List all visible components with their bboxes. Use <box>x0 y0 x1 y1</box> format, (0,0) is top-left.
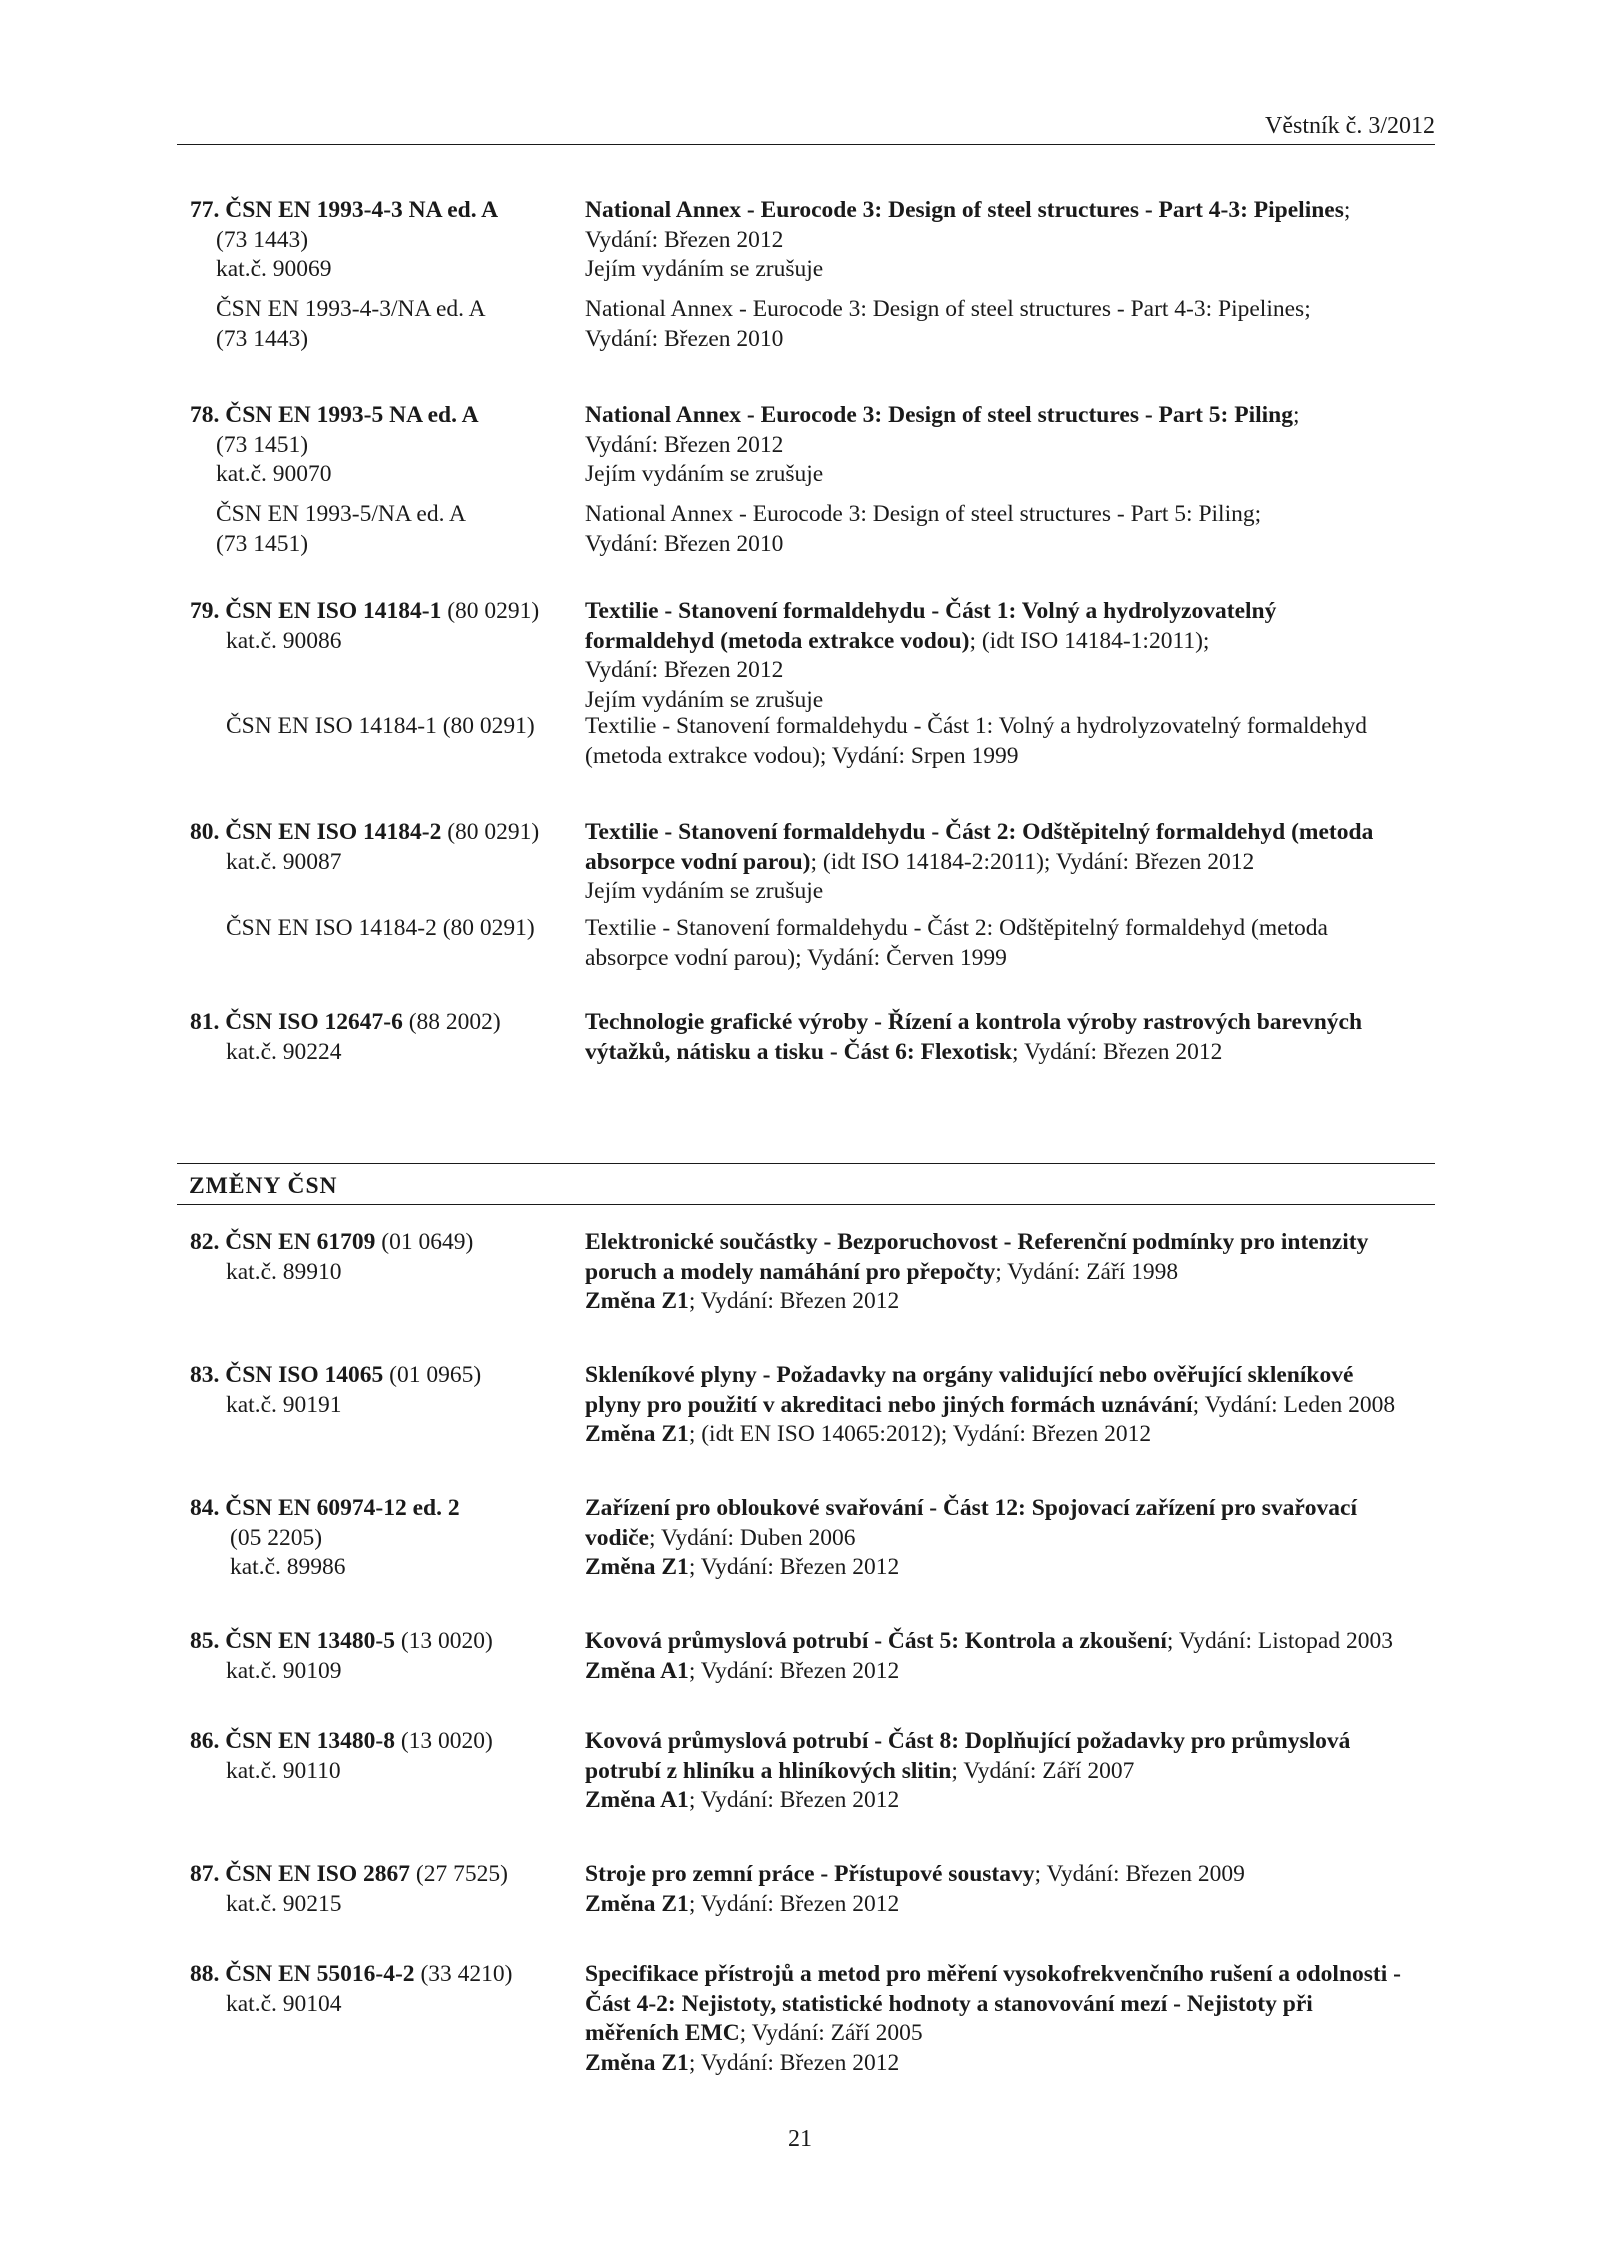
standard-title-line <box>585 1890 1445 1920</box>
classification-code: (01 0965) <box>383 1362 482 1388</box>
standard-title-line <box>585 460 1445 490</box>
standard-designation <box>190 597 570 627</box>
standard-title: Změna Z1 <box>585 2049 689 2076</box>
catalog-number: kat.č. 90104 <box>226 1990 342 2017</box>
issue-info: ; Vydání: Březen 2009 <box>1034 1861 1245 1887</box>
issue-info: ; Vydání: Březen 2012 <box>688 2049 900 2076</box>
standard-title-line <box>585 1860 1445 1890</box>
issue-info: ; <box>1343 197 1351 223</box>
standard-title: Specifikace přístrojů a metod pro měření vysokofrekvenčního rušení a odolnosti - <box>585 1961 1401 1987</box>
replaced-standard-id <box>190 295 570 354</box>
standard-title: Změna A1 <box>585 1657 689 1684</box>
catalog-number: kat.č. 90110 <box>226 1757 341 1784</box>
standard-title: Změna A1 <box>585 1787 689 1813</box>
standard-number: 80. ČSN EN ISO 14184-2 <box>190 819 442 845</box>
standard-title-line <box>585 1786 1445 1816</box>
classification-code: (80 0291) <box>441 819 540 845</box>
catalog-number: kat.č. 89986 <box>230 1554 346 1580</box>
standard-title: National Annex - Eurocode 3: Design of steel structures - Part 4-3: Pipelines <box>585 197 1344 223</box>
classification-code: (80 0291) <box>441 598 540 624</box>
standard-designation <box>190 818 570 848</box>
catalog-number: kat.č. 90070 <box>216 461 332 487</box>
standard-title: Skleníkové plyny - Požadavky na orgány validující nebo ověřující skleníkové <box>585 1362 1354 1388</box>
standard-designation <box>190 1494 570 1524</box>
standard-id-column <box>190 818 570 877</box>
issue-info: ; Vydání: Březen 2012 <box>688 1787 900 1813</box>
standard-number: 82. ČSN EN 61709 <box>190 1229 376 1255</box>
standard-designation <box>190 401 570 431</box>
replaced-standard-title <box>585 295 1445 354</box>
replaced-standard-title <box>585 914 1445 973</box>
standard-number: 87. ČSN EN ISO 2867 <box>190 1861 411 1887</box>
issue-info: ; (idt EN ISO 14065:2012); Vydání: Březen 2012 <box>688 1421 1152 1447</box>
issue-info: Vydání: Březen 2012 <box>585 431 784 458</box>
standard-title: poruch a modely namáhání pro přepočty <box>585 1258 996 1285</box>
replaced-standard-id <box>190 500 570 559</box>
standard-title-column <box>585 401 1445 490</box>
standard-designation <box>190 1627 570 1657</box>
standard-title: Stroje pro zemní práce - Přístupové soustavy <box>585 1861 1035 1887</box>
standard-title-line <box>585 1287 1445 1317</box>
standard-title-line <box>585 1757 1445 1787</box>
standard-title: National Annex - Eurocode 3: Design of steel structures - Part 5: Piling <box>585 402 1293 428</box>
section-title: ZMĚNY ČSN <box>189 1173 338 1199</box>
standard-number: 85. ČSN EN 13480-5 <box>190 1628 395 1654</box>
replaced-title-line: Textilie - Stanovení formaldehydu - Část 1: Volný a hydrolyzovatelný formaldehyd <box>585 713 1367 739</box>
issue-info: Vydání: Březen 2012 <box>585 226 784 253</box>
standard-title-line <box>585 818 1445 848</box>
standard-title-line <box>585 2019 1445 2049</box>
catalog-number: kat.č. 90069 <box>216 256 332 282</box>
issue-info: ; Vydání: Březen 2012 <box>688 1890 900 1917</box>
standard-title: Část 4-2: Nejistoty, statistické hodnoty a stanovování mezí - Nejistoty při <box>585 1990 1313 2017</box>
standard-title-column <box>585 1727 1445 1816</box>
standard-title: Elektronické součástky - Bezporuchovost - Referenční podmínky pro intenzity <box>585 1229 1369 1255</box>
standard-title-line <box>585 1228 1445 1258</box>
standard-title-line <box>585 226 1445 256</box>
standard-title-line <box>585 1960 1445 1990</box>
standard-title-line <box>585 1627 1445 1657</box>
standard-title: Kovová průmyslová potrubí - Část 8: Doplňující požadavky pro průmyslová <box>585 1728 1351 1754</box>
standard-title-line <box>585 2049 1445 2079</box>
standard-id-column <box>190 401 570 490</box>
catalog-number: (73 1451) <box>216 431 309 458</box>
issue-info: ; Vydání: Březen 2012 <box>1011 1038 1223 1065</box>
standard-title-column <box>585 1008 1445 1067</box>
standard-title-column <box>585 1228 1445 1317</box>
standard-designation <box>190 1008 570 1038</box>
replaced-standard-id <box>190 712 570 742</box>
issue-info: Jejím vydáním se zrušuje <box>585 256 824 282</box>
standard-title-line <box>585 1391 1445 1421</box>
issue-info: ; Vydání: Březen 2012 <box>688 1288 900 1314</box>
standard-title: vodiče <box>585 1524 649 1551</box>
classification-code: (13 0020) <box>394 1628 493 1654</box>
standard-designation <box>190 1228 570 1258</box>
standard-title-column <box>585 1361 1445 1450</box>
replaced-standard-line: ČSN EN ISO 14184-2 (80 0291) <box>226 915 535 941</box>
standard-title: Změna Z1 <box>585 1421 689 1447</box>
standard-number: 86. ČSN EN 13480-8 <box>190 1728 395 1754</box>
standard-title: formaldehyd (metoda extrakce vodou) <box>585 627 970 654</box>
replaced-standard-line: ČSN EN ISO 14184-1 (80 0291) <box>226 713 535 739</box>
classification-code: (33 4210) <box>414 1961 513 1987</box>
standard-title: Změna Z1 <box>585 1554 689 1580</box>
standard-title-column <box>585 1494 1445 1583</box>
catalog-number: kat.č. 90086 <box>226 627 342 654</box>
standard-id-column <box>190 1228 570 1287</box>
standard-title-line <box>585 656 1445 686</box>
catalog-number: (73 1443) <box>216 226 309 253</box>
standard-title: Zařízení pro obloukové svařování - Část 12: Spojovací zařízení pro svařovací <box>585 1495 1357 1521</box>
classification-code: (27 7525) <box>410 1861 508 1887</box>
catalog-number: kat.č. 90191 <box>226 1391 342 1418</box>
standard-id-column <box>190 1494 570 1583</box>
standard-title-line <box>585 1258 1445 1288</box>
standard-title-line <box>585 1524 1445 1554</box>
standard-designation <box>190 1727 570 1757</box>
standard-designation <box>190 1860 570 1890</box>
standard-id-column <box>190 1008 570 1067</box>
standard-title-column <box>585 196 1445 285</box>
standard-designation <box>190 1960 570 1990</box>
issue-info: Jejím vydáním se zrušuje <box>585 461 824 487</box>
standard-number: 81. ČSN ISO 12647-6 <box>190 1009 403 1035</box>
issue-info: ; <box>1292 402 1300 428</box>
catalog-number: (05 2205) <box>230 1524 323 1551</box>
standard-title-line <box>585 431 1445 461</box>
standard-title-line <box>585 1494 1445 1524</box>
standard-title: Textilie - Stanovení formaldehydu - Část 1: Volný a hydrolyzovatelný <box>585 598 1277 624</box>
replaced-standard-line: ČSN EN 1993-5/NA ed. A <box>216 501 467 527</box>
standard-title: Změna Z1 <box>585 1890 689 1917</box>
issue-info: ; (idt ISO 14184-1:2011); <box>969 627 1210 654</box>
issue-info: ; Vydání: Leden 2008 <box>1192 1391 1396 1418</box>
replaced-title-line: Textilie - Stanovení formaldehydu - Část 2: Odštěpitelný formaldehyd (metoda <box>585 915 1328 941</box>
replaced-title-line: (metoda extrakce vodou); Vydání: Srpen 1999 <box>585 742 1019 769</box>
replaced-standard-line: ČSN EN 1993-4-3/NA ed. A <box>216 296 486 322</box>
standard-title: absorpce vodní parou) <box>585 848 811 875</box>
replaced-standard-title <box>585 712 1445 771</box>
section-heading-changes <box>177 1163 1435 1205</box>
replaced-title-line: absorpce vodní parou); Vydání: Červen 1999 <box>585 944 1007 971</box>
issue-info: ; Vydání: Březen 2012 <box>688 1657 900 1684</box>
standard-number: 84. ČSN EN 60974-12 ed. 2 <box>190 1495 460 1521</box>
issue-info: ; Vydání: Duben 2006 <box>648 1524 856 1551</box>
replaced-title-line: National Annex - Eurocode 3: Design of steel structures - Part 5: Piling; <box>585 501 1262 527</box>
classification-code: (88 2002) <box>402 1009 501 1035</box>
standard-title-line <box>585 1657 1445 1687</box>
replaced-title-line: Vydání: Březen 2010 <box>585 530 784 557</box>
standard-title-column <box>585 818 1445 907</box>
issue-info: Vydání: Březen 2012 <box>585 657 784 683</box>
standard-id-column <box>190 1361 570 1420</box>
replaced-standard-id <box>190 914 570 944</box>
standard-title: Technologie grafické výroby - Řízení a kontrola výroby rastrových barevných <box>585 1009 1363 1035</box>
standard-number: 79. ČSN EN ISO 14184-1 <box>190 598 442 624</box>
issue-info: Jejím vydáním se zrušuje <box>585 878 824 904</box>
standard-title-column <box>585 1627 1445 1686</box>
standard-title: výtažků, nátisku a tisku - Část 6: Flexotisk <box>585 1038 1012 1065</box>
standard-title-line <box>585 877 1445 907</box>
page-number: 21 <box>788 2126 812 2152</box>
standard-title-line <box>585 1361 1445 1391</box>
standard-id-column <box>190 1627 570 1686</box>
standard-title-line <box>585 848 1445 878</box>
standard-title-line <box>585 1038 1445 1068</box>
replaced-standard-line: (73 1451) <box>216 530 309 557</box>
standard-title-line <box>585 1727 1445 1757</box>
standard-number: 78. ČSN EN 1993-5 NA ed. A <box>190 402 479 428</box>
standard-title-line <box>585 686 1445 716</box>
standard-title-line <box>585 1420 1445 1450</box>
standard-title: potrubí z hliníku a hliníkových slitin <box>585 1757 952 1784</box>
standard-title-line <box>585 1553 1445 1583</box>
catalog-number: kat.č. 90215 <box>226 1890 342 1917</box>
issue-info: ; Vydání: Březen 2012 <box>688 1554 900 1580</box>
standard-id-column <box>190 1727 570 1786</box>
standard-title: Textilie - Stanovení formaldehydu - Část 2: Odštěpitelný formaldehyd (metoda <box>585 819 1374 845</box>
issue-info: Jejím vydáním se zrušuje <box>585 686 824 713</box>
standard-title: měřeních EMC <box>585 2020 740 2046</box>
replaced-title-line: Vydání: Březen 2010 <box>585 325 784 352</box>
standard-id-column <box>190 1960 570 2019</box>
standard-title-line <box>585 255 1445 285</box>
running-header <box>177 112 1435 145</box>
replaced-standard-line: (73 1443) <box>216 325 309 352</box>
standard-title: plyny pro použití v akreditaci nebo jiných formách uznávání <box>585 1391 1193 1418</box>
journal-issue-title: Věstník č. 3/2012 <box>1265 113 1435 139</box>
issue-info: ; Vydání: Září 2005 <box>739 2020 923 2046</box>
standard-title: Kovová průmyslová potrubí - Část 5: Kontrola a zkoušení <box>585 1628 1167 1654</box>
standard-number: 83. ČSN ISO 14065 <box>190 1362 384 1388</box>
replaced-standard-title <box>585 500 1445 559</box>
replaced-title-line: National Annex - Eurocode 3: Design of steel structures - Part 4-3: Pipelines; <box>585 296 1311 322</box>
standard-title: Změna Z1 <box>585 1288 689 1314</box>
standard-id-column <box>190 196 570 285</box>
standard-number: 77. ČSN EN 1993-4-3 NA ed. A <box>190 197 499 223</box>
standard-title-column <box>585 1860 1445 1919</box>
standard-title-column <box>585 597 1445 715</box>
standard-title-column <box>585 1960 1445 2078</box>
classification-code: (13 0020) <box>394 1728 493 1754</box>
standard-designation <box>190 1361 570 1391</box>
standard-title-line <box>585 401 1445 431</box>
issue-info: ; (idt ISO 14184-2:2011); Vydání: Březen 2012 <box>810 848 1255 875</box>
standard-id-column <box>190 597 570 656</box>
issue-info: ; Vydání: Září 2007 <box>951 1757 1135 1784</box>
standard-title-line <box>585 597 1445 627</box>
standard-title-line <box>585 1990 1445 2020</box>
catalog-number: kat.č. 89910 <box>226 1258 342 1285</box>
classification-code: (01 0649) <box>375 1229 474 1255</box>
standard-title-line <box>585 196 1445 226</box>
standard-title-line <box>585 1008 1445 1038</box>
issue-info: ; Vydání: Listopad 2003 <box>1166 1628 1393 1654</box>
issue-info: ; Vydání: Září 1998 <box>995 1258 1179 1285</box>
standard-title-line <box>585 627 1445 657</box>
standard-designation <box>190 196 570 226</box>
catalog-number: kat.č. 90087 <box>226 848 342 875</box>
standard-number: 88. ČSN EN 55016-4-2 <box>190 1961 415 1987</box>
standard-id-column <box>190 1860 570 1919</box>
catalog-number: kat.č. 90224 <box>226 1038 342 1065</box>
catalog-number: kat.č. 90109 <box>226 1657 342 1684</box>
